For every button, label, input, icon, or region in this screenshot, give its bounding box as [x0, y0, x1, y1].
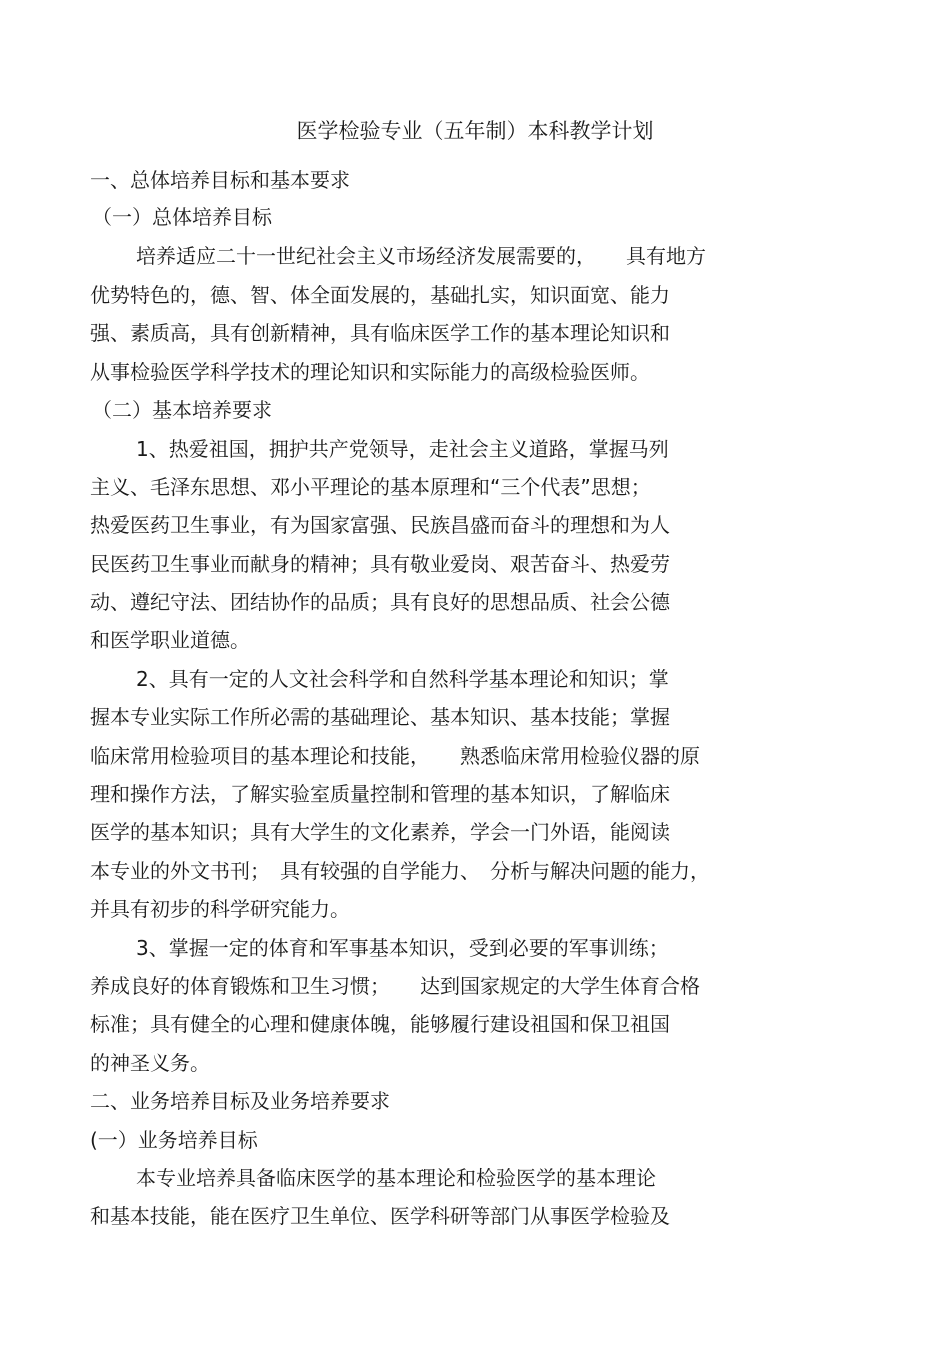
paragraph-line: 的神圣义务。 [90, 1051, 210, 1075]
subsection-heading-1-2: （二）基本培养要求 [92, 398, 272, 422]
paragraph-line: 理和操作方法，了解实验室质量控制和管理的基本知识，了解临床 [90, 782, 670, 806]
document-title: 医学检验专业（五年制）本科教学计划 [296, 119, 654, 143]
paragraph-line: 1、热爱祖国，拥护共产党领导，走社会主义道路，掌握马列 [136, 437, 669, 461]
paragraph-line: 热爱医药卫生事业，有为国家富强、民族昌盛而奋斗的理想和为人 [90, 513, 670, 537]
subsection-heading-1-1: （一）总体培养目标 [92, 205, 272, 229]
section-heading-2: 二、业务培养目标及业务培养要求 [90, 1089, 390, 1113]
paragraph-line: 和基本技能，能在医疗卫生单位、医学科研等部门从事医学检验及 [90, 1204, 670, 1228]
paragraph-line: 从事检验医学科学技术的理论知识和实际能力的高级检验医师。 [90, 360, 650, 384]
paragraph-line: 民医药卫生事业而献身的精神；具有敬业爱岗、艰苦奋斗、热爱劳 [90, 552, 670, 576]
subsection-heading-2-1: (一）业务培养目标 [90, 1128, 258, 1152]
paragraph-line: 养成良好的体育锻炼和卫生习惯； 达到国家规定的大学生体育合格 [90, 974, 700, 998]
paragraph-line: 标准；具有健全的心理和健康体魄，能够履行建设祖国和保卫祖国 [90, 1012, 670, 1036]
paragraph-line: 并具有初步的科学研究能力。 [90, 897, 350, 921]
paragraph-line: 临床常用检验项目的基本理论和技能， 熟悉临床常用检验仪器的原 [90, 744, 700, 768]
paragraph-line: 强、素质高，具有创新精神，具有临床医学工作的基本理论知识和 [90, 321, 670, 345]
paragraph-line: 优势特色的，德、智、体全面发展的，基础扎实，知识面宽、能力 [90, 283, 670, 307]
paragraph-line: 动、遵纪守法、团结协作的品质；具有良好的思想品质、社会公德 [90, 590, 670, 614]
section-heading-1: 一、总体培养目标和基本要求 [90, 168, 350, 192]
paragraph-line: 2、具有一定的人文社会科学和自然科学基本理论和知识；掌 [136, 667, 669, 691]
paragraph-line: 和医学职业道德。 [90, 628, 250, 652]
paragraph-line: 本专业的外文书刊； 具有较强的自学能力、 分析与解决问题的能力， [90, 859, 710, 883]
paragraph-line: 医学的基本知识；具有大学生的文化素养，学会一门外语，能阅读 [90, 820, 670, 844]
paragraph-line: 培养适应二十一世纪社会主义市场经济发展需要的， 具有地方 [136, 244, 706, 268]
paragraph-line: 3、掌握一定的体育和军事基本知识，受到必要的军事训练； [136, 936, 669, 960]
paragraph-line: 握本专业实际工作所必需的基础理论、基本知识、基本技能；掌握 [90, 705, 670, 729]
paragraph-line: 主义、毛泽东思想、邓小平理论的基本原理和“三个代表”思想； [90, 475, 651, 499]
paragraph-line: 本专业培养具备临床医学的基本理论和检验医学的基本理论 [136, 1166, 656, 1190]
